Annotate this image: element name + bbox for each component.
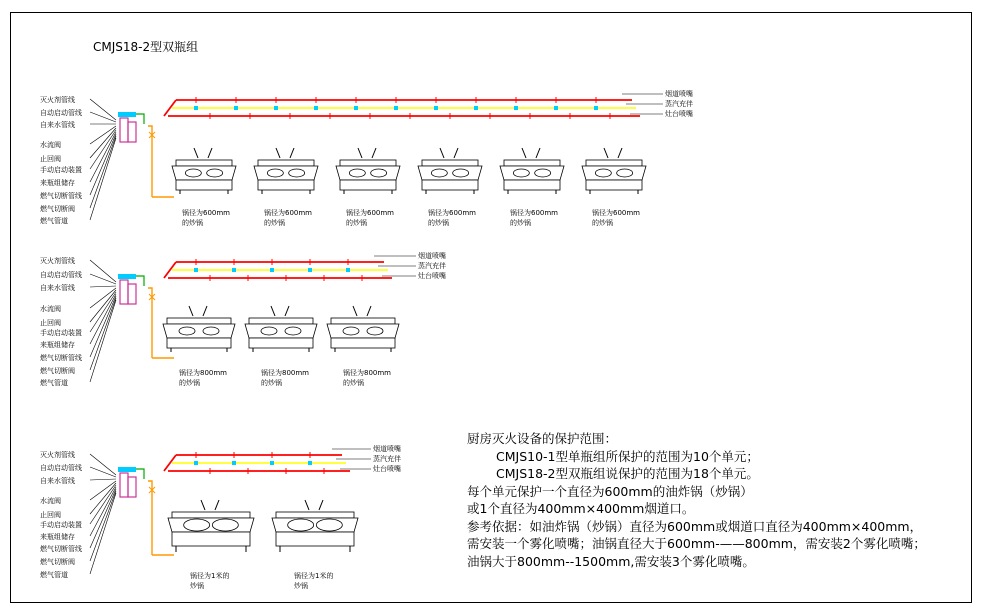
stove-backsplash [422,160,478,166]
left-label: 自动启动管线 [40,271,82,279]
leader-line [90,132,116,182]
nozzle [314,106,318,110]
left-label: 灭火剂管线 [40,451,75,459]
stove-backsplash [340,160,396,166]
nozzle-drop [319,500,323,510]
stove-body [258,180,314,190]
left-label: 燃气切断阀 [40,367,75,375]
nozzle [232,461,236,465]
stove-body [340,180,396,190]
nozzle [194,461,198,465]
stove-backsplash [176,160,232,166]
nozzle [554,106,558,110]
notes-line: 参考依据：如油炸锅（炒锅）直径为600mm或烟道口直径为400mm×400mm， [467,518,923,534]
left-label: 燃气管道 [40,217,68,225]
stove-body [176,180,232,190]
left-label: 水流阀 [40,305,61,313]
left-label: 灭火剂管线 [40,96,75,104]
nozzle-drop [367,306,371,316]
nozzle [232,268,236,272]
stove-caption: 炒锅 [190,582,204,590]
section-six-stove-group [40,89,693,227]
right-label: 烟道喷嘴 [418,252,446,260]
section-three-stove-group [40,251,446,387]
green-pipe [136,114,144,124]
stove-top [245,324,317,338]
stove-caption: 锅径为800mm [179,369,227,377]
protection-notes [467,430,926,570]
left-label: 自来水管线 [40,477,75,485]
stove-caption: 锅径为800mm [261,369,309,377]
leader-line [90,487,116,536]
nozzle-drop [440,148,444,158]
left-label: 自来水管线 [40,121,75,129]
notes-line: 需安装一个雾化喷嘴；油锅直径大于600mm-——800mm，需安装2个雾化喷嘴； [467,536,926,551]
stove-body [504,180,560,190]
green-pipe [136,276,144,286]
stove-top [168,518,254,532]
leader-line [90,298,116,370]
nozzle-drop [194,148,198,158]
left-label: 来瓶组储存 [40,179,75,187]
stove-body [172,532,250,546]
nozzle [346,268,350,272]
notes-line: CMJS18-2型双瓶组说保护的范围为18个单元。 [496,466,759,481]
nozzle-drop [536,148,540,158]
stove-caption: 锅径为1米的 [294,572,334,580]
stove-caption: 锅径为600mm [346,209,394,217]
stove-backsplash [276,512,354,518]
stove-body [331,338,395,348]
left-label: 燃气切断管线 [40,192,82,200]
stove-caption: 锅径为1米的 [190,572,230,580]
nozzle [514,106,518,110]
nozzle-drop [285,306,289,316]
tank-header [118,467,136,472]
right-label: 烟道喷嘴 [373,445,401,453]
left-label: 燃气切断管线 [40,545,82,553]
stove-top [254,166,318,180]
left-label: 水流阀 [40,141,61,149]
leader-line [90,491,116,561]
left-label: 来瓶组储存 [40,341,75,349]
left-label: 燃气管道 [40,379,68,387]
notes-heading: 厨房灭火设备的保护范围： [467,431,618,446]
extinguisher-bottle [128,122,136,142]
stove-top [163,324,235,338]
section-two-stove-group [40,444,401,590]
nozzle [474,106,478,110]
leader-line [90,136,116,208]
stove-backsplash [258,160,314,166]
drawing-title: CMJS18-2型双瓶组 [93,40,199,54]
extinguisher-bottle [120,118,128,142]
nozzle-drop [189,306,193,316]
nozzle [234,106,238,110]
tank-header [118,112,136,117]
nozzle-drop [271,306,275,316]
nozzle [434,106,438,110]
stove-caption: 的炒锅 [264,219,285,227]
leader-line [90,294,116,344]
stove-caption: 的炒锅 [261,379,282,387]
stove-caption: 的炒锅 [343,379,364,387]
leader-line [90,286,116,287]
nozzle [194,106,198,110]
nozzle-drop [290,148,294,158]
stove-top [582,166,646,180]
nozzle-drop [305,500,309,510]
nozzle [274,106,278,110]
stove-top [272,518,358,532]
nozzle-drop [522,148,526,158]
left-label: 自动启动管线 [40,464,82,472]
extinguisher-bottle [120,280,128,304]
left-label: 燃气切断管线 [40,354,82,362]
left-label: 自动启动管线 [40,109,82,117]
stove-caption: 锅径为600mm [428,209,476,217]
nozzle-drop [208,148,212,158]
stove-caption: 锅径为600mm [264,209,312,217]
left-label: 止回阀 [40,511,61,519]
extinguisher-bottle [128,284,136,304]
nozzle-drop [203,306,207,316]
right-label: 灶台喷嘴 [373,465,401,473]
nozzle-drop [372,148,376,158]
stove-caption: 的炒锅 [428,219,449,227]
nozzle-drop [276,148,280,158]
nozzle [270,461,274,465]
left-label: 燃气管道 [40,571,68,579]
nozzle-drop [201,500,205,510]
nozzle-drop [618,148,622,158]
right-label: 灶台喷嘴 [418,272,446,280]
stove-top [336,166,400,180]
notes-line: 每个单元保护一个直径为600mm的油炸锅（炒锅） [467,483,753,499]
stove-caption: 锅径为800mm [343,369,391,377]
leader-line [90,126,116,144]
stove-caption: 的炒锅 [346,219,367,227]
stove-caption: 的炒锅 [510,219,531,227]
nozzle [308,268,312,272]
leader-line [90,290,116,322]
leader-line [90,493,116,574]
stove-caption: 的炒锅 [182,219,203,227]
right-label: 灶台喷嘴 [665,110,693,118]
right-label: 蒸汽充伴 [373,455,401,463]
nozzle-drop [215,500,219,510]
left-label: 手动启动装置 [40,521,82,529]
nozzle [194,268,198,272]
left-label: 燃气切断阀 [40,558,75,566]
right-label: 蒸汽充伴 [418,262,446,270]
stove-top [500,166,564,180]
stove-backsplash [249,318,313,324]
left-label: 手动启动装置 [40,166,82,174]
notes-line: 或1个直径为400mm×400mm烟道口。 [467,501,695,516]
nozzle-drop [454,148,458,158]
stove-body [249,338,313,348]
left-label: 灭火剂管线 [40,257,75,265]
nozzle [354,106,358,110]
stove-caption: 锅径为600mm [510,209,558,217]
stove-top [418,166,482,180]
right-label: 蒸汽充伴 [665,100,693,108]
stove-body [586,180,642,190]
stove-caption: 炒锅 [294,582,308,590]
extinguisher-bottle [120,473,128,497]
leader-line [90,479,116,480]
notes-line: CMJS10-1型单瓶组所保护的范围为10个单元； [496,448,759,464]
stove-backsplash [504,160,560,166]
stove-backsplash [172,512,250,518]
left-label: 自来水管线 [40,284,75,292]
extinguisher-bottle [128,477,136,497]
green-pipe [136,469,144,479]
stove-top [327,324,399,338]
tank-header [118,274,136,279]
nozzle-drop [353,306,357,316]
notes-line: 油锅大于800mm--1500mm,需安装3个雾化喷嘴。 [467,553,755,569]
stove-backsplash [167,318,231,324]
stove-caption: 锅径为600mm [182,209,230,217]
nozzle [594,106,598,110]
stove-backsplash [331,318,395,324]
nozzle [308,461,312,465]
left-label: 燃气切断阀 [40,205,75,213]
stove-body [276,532,354,546]
stove-caption: 的炒锅 [592,219,613,227]
leader-line [90,138,116,220]
left-label: 来瓶组储存 [40,533,75,541]
nozzle-drop [604,148,608,158]
stove-body [422,180,478,190]
stove-caption: 锅径为600mm [592,209,640,217]
stove-body [167,338,231,348]
nozzle [270,268,274,272]
nozzle [394,106,398,110]
left-label: 止回阀 [40,155,61,163]
stove-backsplash [586,160,642,166]
stove-top [172,166,236,180]
stove-caption: 的炒锅 [179,379,200,387]
left-label: 止回阀 [40,319,61,327]
nozzle-drop [358,148,362,158]
left-label: 水流阀 [40,497,61,505]
right-label: 烟道喷嘴 [665,90,693,98]
left-label: 手动启动装置 [40,329,82,337]
